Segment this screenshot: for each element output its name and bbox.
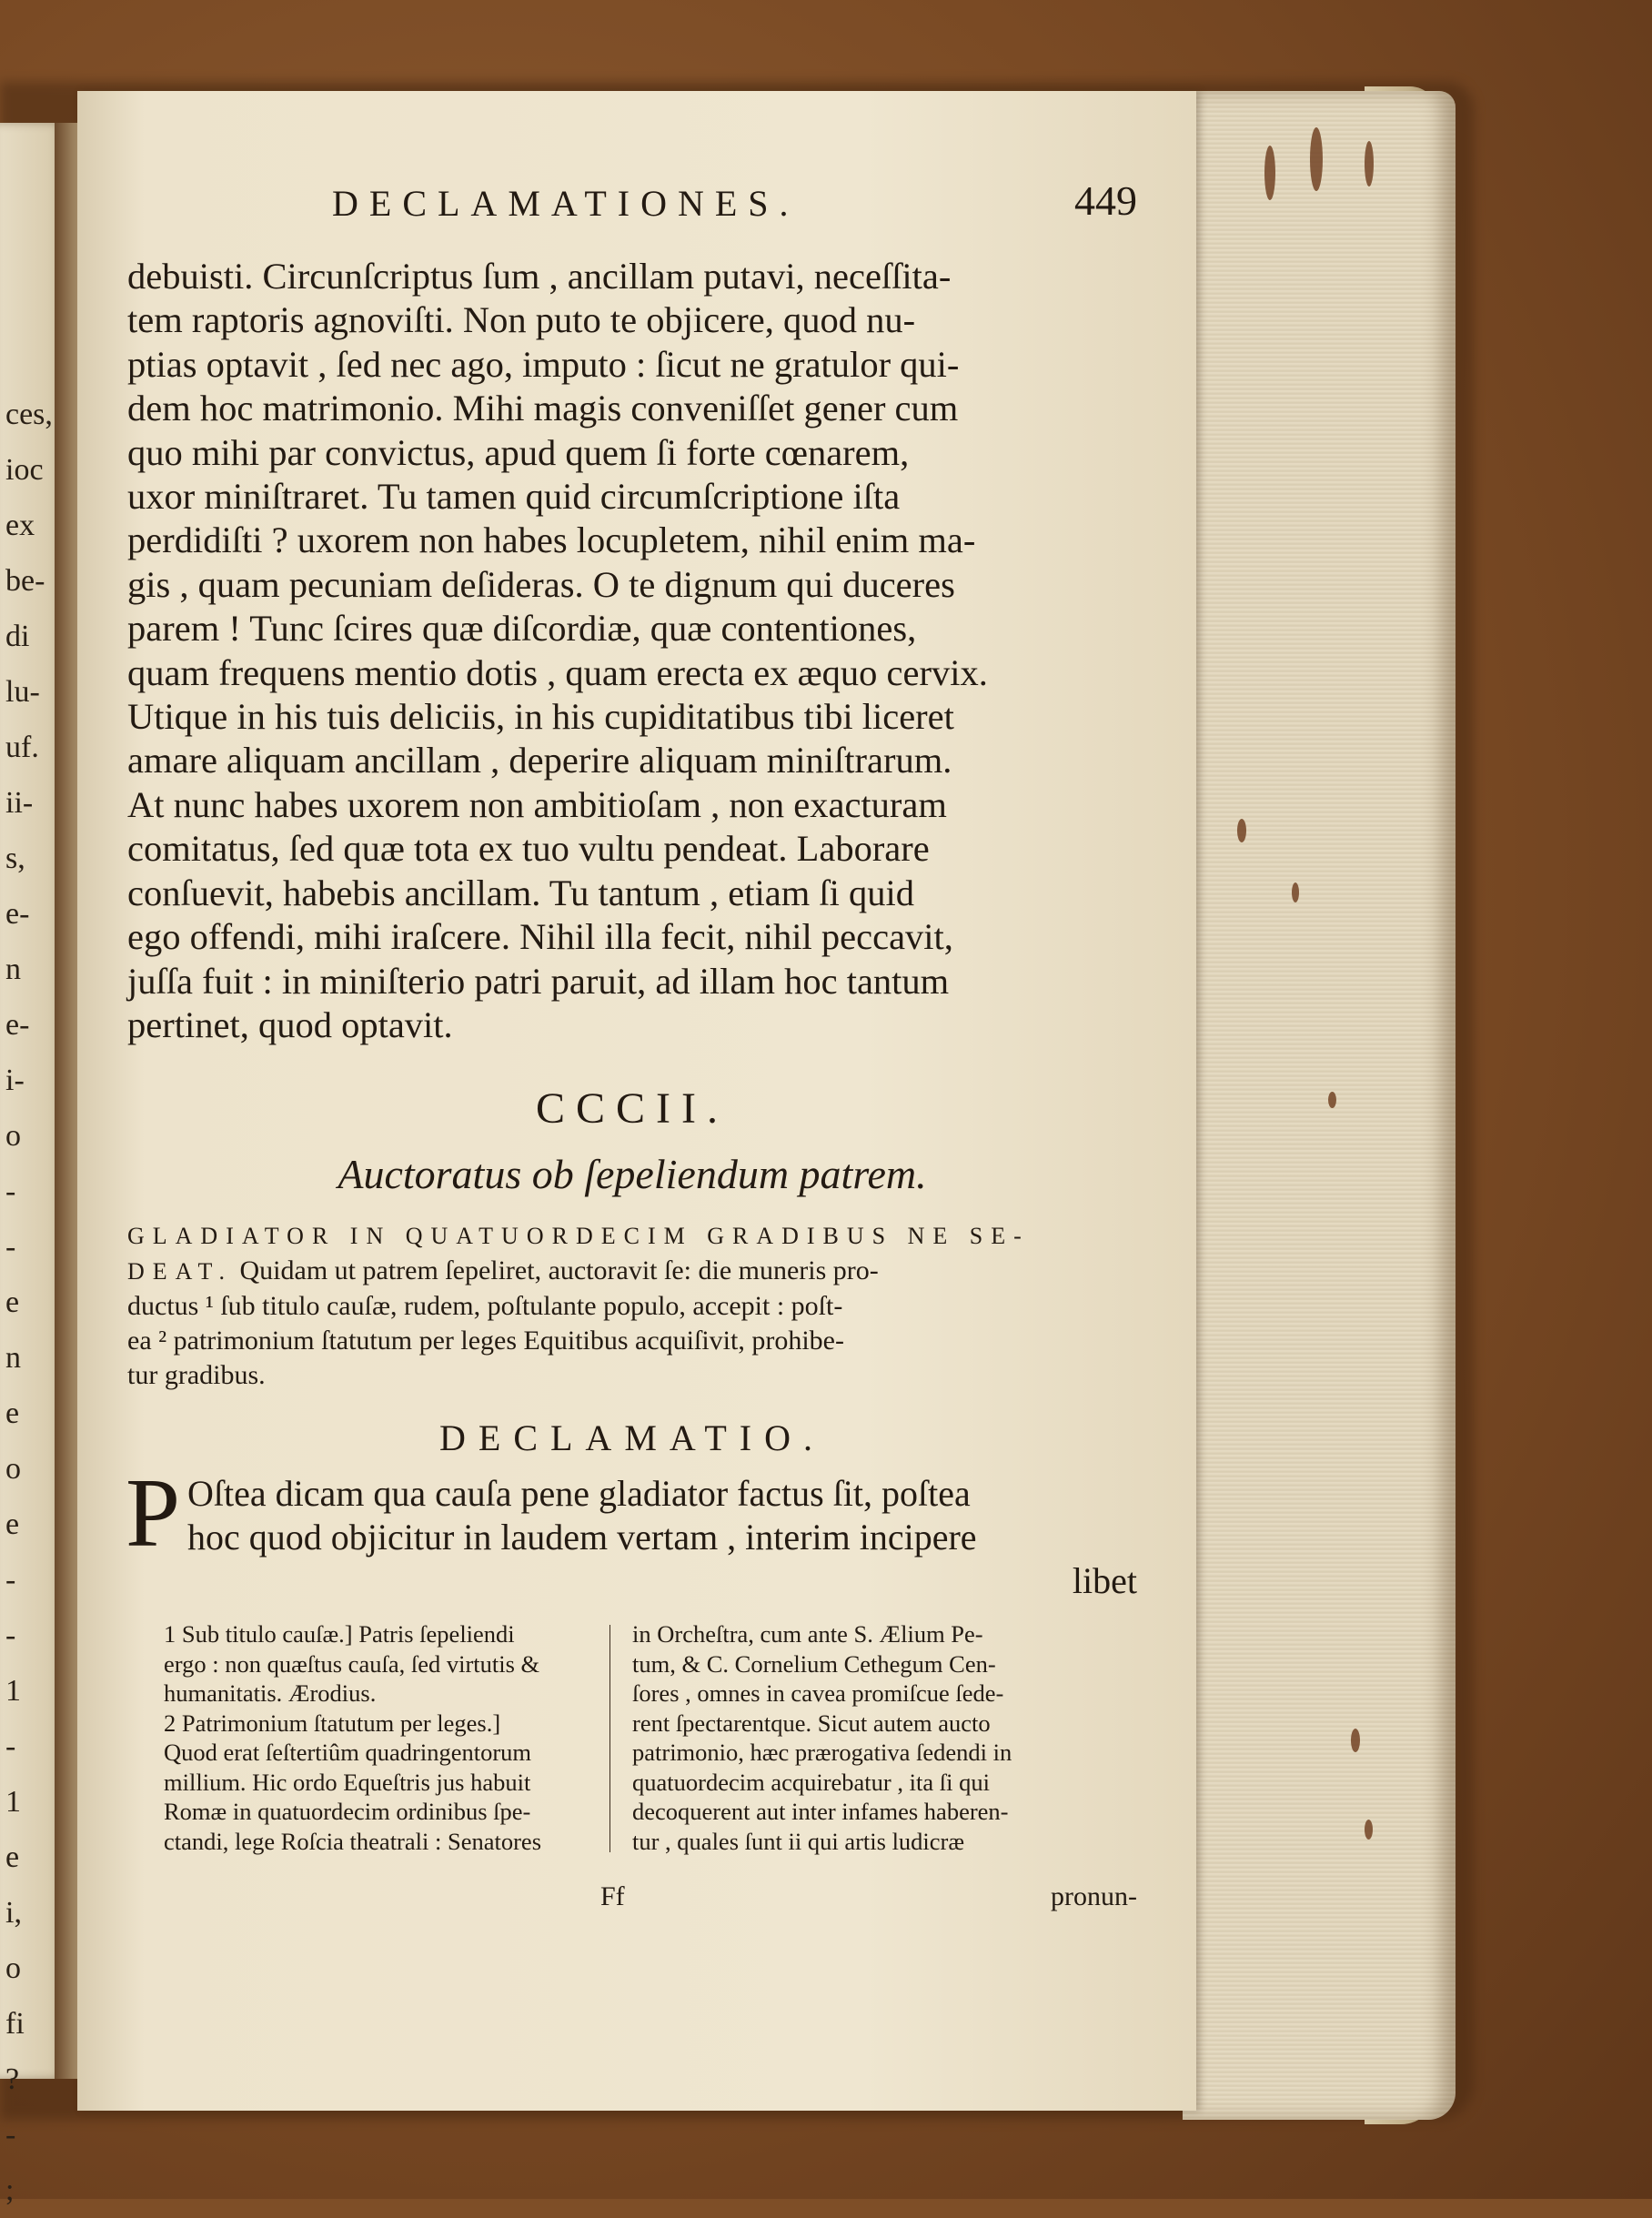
margin-fragment: i, [5,1896,22,1930]
text-line: comitatus, ſed quæ tota ex tuo vultu pendeat. Laborare [127,828,930,870]
footnote-divider [609,1625,610,1852]
footnote-line: humanitatis. Ærodius. [164,1679,377,1708]
text-line: At nunc habes uxorem non ambitioſam , non exacturam [127,783,947,825]
margin-fragment: ii- [5,786,34,820]
margin-fragment: be- [5,564,45,598]
margin-fragment: ces, [5,398,53,431]
text-line: dem hoc matrimonio. Mihi magis conveniſſet gener cum [127,388,959,429]
main-text-block [127,255,1137,1047]
footnote-line: in Orcheſtra, cum ante S. Ælium Pe- [632,1620,983,1648]
argument-line [127,1358,1137,1393]
margin-fragment: - [5,1230,16,1264]
footnote-line: ergo : non quæſtus cauſa, ſed virtutis & [164,1649,540,1678]
margin-fragment: - [5,2118,16,2152]
declamatio-line: hoc quod objicitur in laudem vertam , interim incipere [187,1517,977,1558]
text-line: ptias optavit , ſed nec ago, imputo : ſicut ne gratulor qui- [127,343,960,385]
text-line: debuisti. Circunſcriptus ſum , ancillam putavi, neceſſita- [127,256,952,297]
text-line: perdidiſti ? uxorem non habes locupletem, nihil enim ma- [127,519,976,561]
page-content [126,177,1137,1918]
footnote-line: rent ſpectarentque. Sicut autem aucto [632,1709,991,1737]
margin-fragment: - [5,1175,16,1208]
running-head-title: DECLAMATIONES. [332,183,800,224]
footnote-line: Romæ in quatuordecim ordinibus ſpe- [164,1798,531,1826]
margin-fragment: ; [5,2173,15,2207]
text-line: juſſa fuit : in miniſterio patri paruit, ad illam hoc tantum [127,960,950,1002]
catchword: pronun- [1051,1881,1137,1912]
margin-fragment: fi [5,2007,25,2041]
argument-line [127,1324,1137,1358]
argument-text: ea ² patrimonium ſtatutum per leges Equitibus acquiſivit, prohibe- [127,1326,844,1356]
margin-fragment: o [5,1119,21,1153]
footnote-line: tur , quales ſunt ii qui artis ludicræ [632,1827,965,1855]
margin-fragment: - [5,1618,16,1652]
footnotes-right-column [632,1619,1105,1856]
argument-caps: DEAT. [127,1258,234,1285]
margin-fragment: 1 [5,1785,21,1819]
margin-fragment: ? [5,2062,20,2096]
page-footer [127,1881,1137,1918]
footnote-line: patrimonio, hæc prærogativa ſedendi in [632,1739,1012,1767]
argument-text: tur gradibus. [127,1360,266,1391]
argument-line [127,1289,1137,1324]
text-line: conſuevit, habebis ancillam. Tu tantum , etiam ſi quid [127,872,915,913]
text-line: uxor miniſtraret. Tu tamen quid circumſcriptione iſta [127,476,901,518]
text-line: gis , quam pecuniam deſideras. O te dignum qui duceres [127,563,955,605]
margin-fragment: n [5,953,21,986]
text-line: pertinet, quod optavit. [127,1003,453,1045]
footnotes [127,1619,1137,1874]
footnote-line: ſores , omnes in cavea promiſcue ſede- [632,1679,1004,1708]
margin-fragment: uf. [5,731,39,764]
text-line: parem ! Tunc ſcires quæ diſcordiæ, quæ contentiones, [127,608,917,650]
text-line: ego offendi, mihi iraſcere. Nihil illa fecit, nihil peccavit, [127,916,953,958]
margin-fragment: e [5,1396,20,1430]
text-line: Utique in his tuis deliciis, in his cupiditatibus tibi liceret [127,696,954,738]
footnote-line: ctandi, lege Roſcia theatrali : Senatores [164,1827,542,1855]
argument-caps: GLADIATOR IN QUATUORDECIM GRADIBUS NE SE- [127,1223,1030,1250]
margin-fragment: - [5,1563,16,1597]
footnote-line: tum, & C. Cornelium Cethegum Cen- [632,1649,996,1678]
section-number: CCCII. [535,1084,729,1134]
previous-page-margin-text [0,387,55,2207]
signature-mark: Ff [600,1881,625,1912]
running-head [127,177,1137,255]
text-line: quo mihi par convictus, apud quem ſi forte cœnarem, [127,431,910,473]
margin-fragment: 1 [5,1674,21,1708]
book-page [77,91,1196,2111]
declamatio-line: Oſtea dicam qua cauſa pene gladiator factus ſit, poſtea [187,1473,971,1515]
margin-fragment: - [5,1729,16,1763]
argument-line [127,1254,1137,1289]
margin-fragment: n [5,1341,21,1375]
declamatio-heading: DECLAMATIO. [439,1417,825,1459]
margin-fragment: o [5,1452,21,1486]
section-title: Auctoratus ob ſepeliendum patrem. [337,1151,927,1198]
margin-fragment: ex [5,509,35,542]
declamatio-body [126,1459,1137,1603]
argument-block [127,1218,1137,1393]
drop-cap: P [126,1459,181,1568]
margin-fragment: di [5,620,30,653]
argument-line [127,1218,1137,1254]
margin-fragment: ioc [5,453,44,487]
text-line: amare aliquam ancillam , deperire aliquam miniſtrarum. [127,740,952,781]
footnote-line: decoquerent aut inter infames haberen- [632,1798,1009,1826]
margin-fragment: lu- [5,675,40,709]
page-number: 449 [1074,177,1137,224]
footnote-line: millium. Hic ordo Equeſtris jus habuit [164,1768,531,1796]
argument-text: ductus ¹ ſub titulo cauſæ, rudem, poſtulante populo, accepit : poſt- [127,1291,843,1322]
page-fore-edge [1183,91,1456,2120]
footnote-line: 1 Sub titulo cauſæ.] Patris ſepeliendi [164,1620,515,1648]
margin-fragment: s, [5,842,25,875]
margin-fragment: e [5,1285,20,1319]
footnote-line: Quod erat ſeſtertiûm quadringentorum [164,1739,532,1767]
text-line: tem raptoris agnoviſti. Non puto te objicere, quod nu- [127,299,916,341]
margin-fragment: i- [5,1064,25,1097]
footnote-line: quatuordecim acquirebatur , ita ſi qui [632,1768,990,1796]
margin-fragment: e- [5,1008,30,1042]
margin-fragment: e [5,1507,20,1541]
footnote-line: 2 Patrimonium ſtatutum per leges.] [164,1709,501,1737]
footnotes-left-column [164,1619,600,1856]
declamatio-line-last: libet [1072,1560,1137,1602]
text-line: quam frequens mentio dotis , quam erecta ex æquo cervix. [127,651,988,693]
margin-fragment: e- [5,897,30,931]
argument-text: Quidam ut patrem ſepeliret, auctoravit ſe: die muneris pro- [233,1255,879,1286]
margin-fragment: e [5,1840,20,1874]
margin-fragment: o [5,1951,21,1985]
